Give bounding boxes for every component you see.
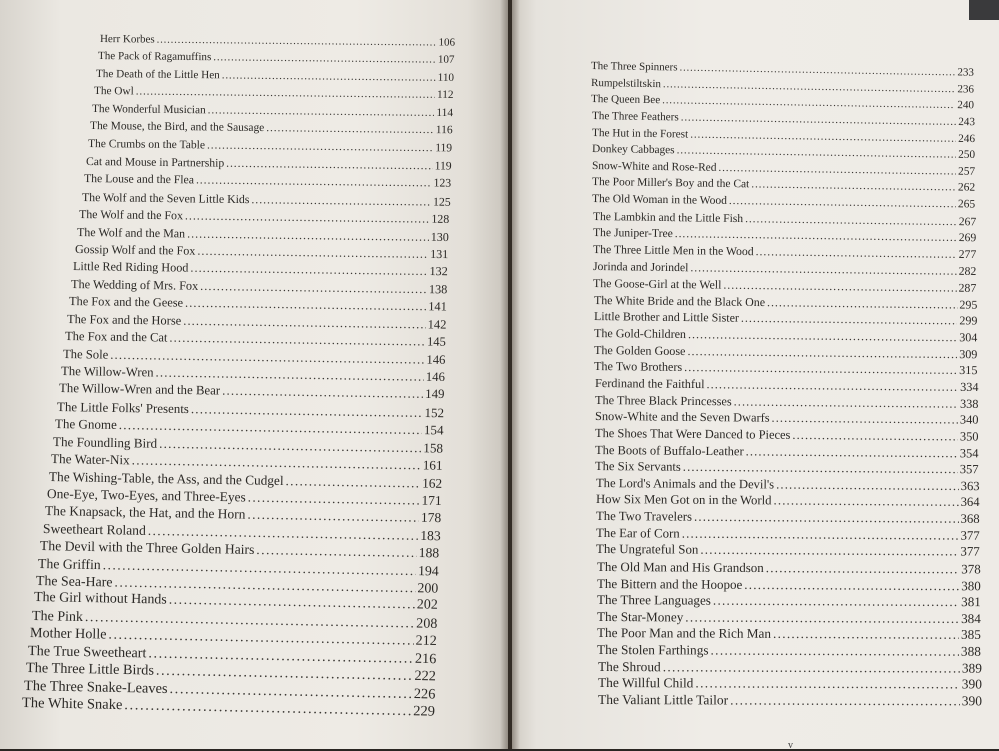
entry-page-number: 390 <box>961 693 983 709</box>
entry-page-number: 269 <box>958 231 977 245</box>
entry-title: The Ungrateful Son <box>596 542 699 558</box>
entry-title: The Six Servants <box>595 459 682 474</box>
leader-dots <box>713 593 959 610</box>
toc-entry <box>595 443 979 461</box>
toc-entry <box>596 492 980 510</box>
entry-page-number: 246 <box>957 132 975 145</box>
toc-entry <box>591 93 974 111</box>
leader-dots <box>187 226 429 244</box>
entry-page-number: 357 <box>960 462 980 477</box>
entry-title: The Golden Goose <box>594 342 686 358</box>
entry-page-number: 236 <box>957 82 975 96</box>
leader-dots <box>682 526 959 543</box>
leader-dots <box>751 179 956 194</box>
entry-page-number: 145 <box>427 334 447 349</box>
toc-entry <box>81 190 450 210</box>
leader-dots <box>157 34 437 49</box>
leader-dots <box>213 52 436 66</box>
toc-entry <box>90 120 453 136</box>
leader-dots <box>711 643 959 660</box>
entry-title: Snow-White and Rose-Red <box>592 159 717 174</box>
toc-entry <box>592 193 975 211</box>
toc-entry <box>592 160 975 178</box>
leader-dots <box>247 489 419 508</box>
entry-title: Little Brother and Little Sister <box>593 309 739 326</box>
entry-page-number: 183 <box>419 527 441 544</box>
toc-entry <box>592 127 975 145</box>
entry-page-number: 315 <box>959 363 978 378</box>
entry-title: The Wishing-Table, the Ass, and the Cudgel <box>48 468 284 488</box>
entry-page-number: 364 <box>960 495 980 510</box>
leader-dots <box>729 195 956 210</box>
leader-dots <box>746 444 958 461</box>
toc-entry <box>598 659 982 677</box>
leader-dots <box>207 139 433 154</box>
entry-page-number: 233 <box>957 66 975 79</box>
toc-entry <box>92 103 453 119</box>
entry-title: The Three Snake-Leaves <box>23 677 168 697</box>
entry-title: How Six Men Got on in the World <box>595 492 772 508</box>
toc-entry <box>594 326 978 345</box>
entry-page-number: 171 <box>421 492 442 508</box>
entry-title: The Wolf and the Seven Little Kids <box>81 189 250 206</box>
toc-entry <box>595 426 979 445</box>
entry-page-number: 202 <box>417 597 439 614</box>
entry-page-number: 380 <box>960 577 981 593</box>
leader-dots <box>257 542 418 561</box>
toc-entry <box>597 625 981 643</box>
entry-title: The Fox and the Horse <box>67 311 182 328</box>
toc-entry <box>596 559 980 577</box>
entry-title: The Crumbs on the Table <box>87 137 205 151</box>
entry-page-number: 377 <box>960 544 981 559</box>
entry-page-number: 384 <box>961 610 981 626</box>
entry-page-number: 216 <box>415 650 437 667</box>
entry-page-number: 265 <box>958 198 976 211</box>
leader-dots <box>183 313 426 332</box>
entry-title: Ferdinand the Faithful <box>594 376 705 392</box>
toc-entry <box>595 409 979 428</box>
entry-title: The Lord's Animals and the Devil's <box>595 475 774 492</box>
entry-title: The Wedding of Mrs. Fox <box>71 276 199 293</box>
toc-entry <box>597 576 981 594</box>
leader-dots <box>675 227 957 244</box>
leader-dots <box>683 460 958 477</box>
leader-dots <box>771 411 958 428</box>
entry-title: The Griffin <box>38 555 102 572</box>
entry-title: The Lambkin and the Little Fish <box>592 209 743 225</box>
leader-dots <box>773 494 958 510</box>
entry-page-number: 130 <box>431 229 450 244</box>
leader-dots <box>679 62 955 79</box>
entry-page-number: 125 <box>432 194 451 209</box>
toc-entry <box>596 542 980 560</box>
leader-dots <box>155 365 424 384</box>
toc-entry <box>598 675 982 692</box>
entry-title: The Wolf and the Fox <box>79 207 184 223</box>
toc-entry <box>592 143 975 161</box>
entry-title: The Sea-Hare <box>36 573 113 590</box>
leader-dots <box>251 192 431 209</box>
entry-page-number: 385 <box>961 627 982 643</box>
entry-page-number: 208 <box>416 615 438 632</box>
leader-dots <box>226 157 433 173</box>
leader-dots <box>185 209 430 227</box>
leader-dots <box>724 278 957 296</box>
toc-entry <box>65 329 446 350</box>
toc-entry <box>594 376 978 395</box>
leader-dots <box>792 428 958 445</box>
entry-title: The Three Little Birds <box>25 660 155 679</box>
leader-dots <box>695 676 959 693</box>
entry-page-number: 146 <box>426 352 446 367</box>
entry-page-number: 212 <box>415 632 438 650</box>
entry-title: The Three Languages <box>596 592 711 608</box>
entry-title: The Pink <box>32 607 84 625</box>
leader-dots <box>744 576 959 593</box>
entry-page-number: 381 <box>961 594 981 610</box>
entry-title: The Water-Nix <box>50 451 130 468</box>
leader-dots <box>191 401 423 421</box>
entry-title: The Queen Bee <box>591 93 661 107</box>
toc-entry <box>593 260 976 279</box>
page-number-mark: v <box>788 740 793 751</box>
entry-title: Gossip Wolf and the Fox <box>75 242 196 258</box>
entry-page-number: 334 <box>959 379 979 395</box>
book-gutter <box>500 0 520 749</box>
entry-title: The Valiant Little Tailor <box>597 692 729 708</box>
toc-entry <box>98 50 455 66</box>
leader-dots <box>741 311 958 329</box>
entry-title: The Wolf and the Man <box>77 224 186 241</box>
entry-title: The Gnome <box>54 416 117 433</box>
entry-page-number: 363 <box>960 478 980 493</box>
leader-dots <box>135 86 434 101</box>
leader-dots <box>701 543 959 560</box>
entry-title: The Foundling Bird <box>52 433 158 451</box>
leader-dots <box>756 245 957 261</box>
toc-entry <box>593 243 976 261</box>
leader-dots <box>765 560 959 577</box>
entry-page-number: 350 <box>959 429 979 444</box>
entry-page-number: 257 <box>958 165 976 178</box>
entry-title: The Devil with the Three Golden Hairs <box>40 538 255 558</box>
entry-page-number: 377 <box>960 528 980 543</box>
toc-entry <box>596 526 980 544</box>
entry-title: The True Sweetheart <box>28 642 147 662</box>
leader-dots <box>676 144 956 160</box>
entry-page-number: 141 <box>428 299 448 314</box>
entry-page-number: 295 <box>958 297 978 312</box>
leader-dots <box>733 394 957 411</box>
leader-dots <box>773 626 959 643</box>
entry-page-number: 250 <box>957 148 976 162</box>
entry-page-number: 114 <box>436 106 453 119</box>
entry-page-number: 158 <box>423 439 443 456</box>
entry-title: The Bittern and the Hoopoe <box>596 575 743 592</box>
leader-dots <box>185 296 426 315</box>
toc-entry <box>591 110 974 128</box>
toc-entry <box>88 138 452 154</box>
entry-title: The Knapsack, the Hat, and the Horn <box>44 503 246 522</box>
entry-title: The Three Black Princesses <box>594 392 732 409</box>
entry-page-number: 152 <box>424 404 445 421</box>
toc-entry <box>593 210 976 228</box>
entry-page-number: 123 <box>433 176 451 191</box>
entry-page-number: 188 <box>419 545 440 561</box>
toc-entry <box>83 172 450 190</box>
entry-title: The White Bride and the Black One <box>593 292 765 309</box>
entry-title: The Little Folks' Presents <box>56 398 189 416</box>
leader-dots <box>685 609 959 626</box>
entry-page-number: 107 <box>437 54 455 67</box>
entry-page-number: 178 <box>420 510 441 526</box>
entry-page-number: 340 <box>959 412 979 427</box>
entry-title: The Three Little Men in the Wood <box>592 242 754 259</box>
entry-page-number: 389 <box>961 660 982 676</box>
entry-page-number: 128 <box>431 211 450 227</box>
entry-page-number: 222 <box>414 668 437 685</box>
entry-title: The Poor Miller's Boy and the Cat <box>592 176 750 191</box>
leader-dots <box>663 78 956 95</box>
entry-title: The Death of the Little Hen <box>95 67 220 82</box>
entry-title: The Fox and the Cat <box>64 329 168 345</box>
entry-title: The Pack of Ragamuffins <box>97 50 212 64</box>
leader-dots <box>247 507 419 526</box>
leader-dots <box>191 261 428 279</box>
entry-page-number: 142 <box>427 317 447 332</box>
entry-page-number: 119 <box>434 141 452 154</box>
entry-title: Donkey Cabbages <box>591 143 675 157</box>
entry-page-number: 338 <box>959 396 979 411</box>
entry-title: Little Red Riding Hood <box>73 259 189 276</box>
entry-title: The Wonderful Musician <box>91 102 206 116</box>
entry-title: The Old Woman in the Wood <box>592 193 728 208</box>
toc-entry <box>69 294 447 315</box>
toc-entry <box>86 155 452 173</box>
toc-entry <box>592 176 975 194</box>
entry-title: Sweetheart Roland <box>42 520 146 538</box>
leader-dots <box>688 344 958 362</box>
toc-entry <box>593 226 976 244</box>
toc-entry <box>591 60 974 79</box>
entry-page-number: 110 <box>437 71 454 84</box>
leader-dots <box>706 377 958 395</box>
entry-title: The Fox and the Geese <box>69 294 184 310</box>
leader-dots <box>680 111 956 128</box>
entry-title: The Sole <box>62 346 109 362</box>
toc-entry <box>591 77 974 96</box>
entry-page-number: 282 <box>958 264 977 278</box>
entry-page-number: 119 <box>434 159 452 173</box>
toc-entry <box>77 225 449 245</box>
toc-entry <box>73 259 448 279</box>
entry-title: The Girl without Hands <box>34 590 168 609</box>
entry-title: The Willow-Wren <box>60 364 154 380</box>
entry-page-number: 368 <box>960 511 980 526</box>
leader-dots <box>730 692 960 709</box>
entry-title: The Two Travelers <box>595 509 693 524</box>
entry-page-number: 132 <box>429 264 449 279</box>
entry-title: The Ear of Corn <box>596 525 680 541</box>
background-corner <box>969 0 999 20</box>
entry-title: The Shroud <box>597 658 661 674</box>
entry-title: One-Eye, Two-Eyes, and Three-Eyes <box>46 485 246 505</box>
entry-page-number: 154 <box>423 422 444 438</box>
entry-title: The Louse and the Flea <box>83 172 194 187</box>
leader-dots <box>222 69 436 83</box>
entry-title: Jorinda and Jorindel <box>593 259 689 274</box>
entry-page-number: 378 <box>960 561 981 577</box>
entry-title: The Willful Child <box>597 675 694 691</box>
leader-dots <box>110 347 424 367</box>
leader-dots <box>285 473 420 491</box>
entry-page-number: 194 <box>418 562 440 579</box>
right-toc-list <box>512 0 999 749</box>
leader-dots <box>207 104 434 119</box>
entry-page-number: 287 <box>958 280 977 296</box>
entry-page-number: 390 <box>961 676 982 692</box>
toc-entry <box>595 459 979 477</box>
entry-title: The Two Brothers <box>594 359 683 375</box>
leader-dots <box>718 162 956 178</box>
entry-page-number: 149 <box>425 387 445 402</box>
entry-title: The Old Man and His Grandson <box>596 558 764 576</box>
entry-page-number: 106 <box>438 36 456 49</box>
entry-title: The White Snake <box>21 695 123 714</box>
entry-page-number: 200 <box>417 580 439 596</box>
entry-title: The Willow-Wren and the Bear <box>58 381 221 398</box>
leader-dots <box>684 360 957 378</box>
leader-dots <box>767 295 958 312</box>
toc-entry <box>596 476 980 494</box>
leader-dots <box>222 384 423 402</box>
entry-page-number: 388 <box>961 643 982 659</box>
entry-page-number: 267 <box>958 214 976 229</box>
entry-title: Snow-White and the Seven Dwarfs <box>594 409 770 425</box>
toc-entry <box>94 85 454 101</box>
toc-entry <box>79 207 449 227</box>
entry-page-number: 116 <box>435 124 453 137</box>
entry-page-number: 243 <box>957 115 975 129</box>
leader-dots <box>169 331 425 350</box>
toc-entry <box>100 33 455 49</box>
leader-dots <box>198 244 429 262</box>
entry-title: The Hut in the Forest <box>591 126 689 141</box>
toc-entry <box>597 642 981 660</box>
right-page <box>512 0 999 749</box>
entry-title: Mother Holle <box>30 625 107 643</box>
leader-dots <box>195 174 431 190</box>
entry-page-number: 299 <box>959 313 978 329</box>
entry-title: The Goose-Girl at the Well <box>593 276 722 292</box>
entry-title: The Stolen Farthings <box>597 642 710 658</box>
entry-page-number: 161 <box>422 457 443 473</box>
entry-title: The Poor Man and the Rich Man <box>597 625 772 642</box>
entry-title: The Boots of Buffalo-Leather <box>595 442 744 458</box>
entry-title: The Juniper-Tree <box>592 226 673 241</box>
entry-title: Herr Korbes <box>99 33 155 46</box>
leader-dots <box>200 279 427 297</box>
entry-title: The Mouse, the Bird, and the Sausage <box>89 120 265 135</box>
entry-page-number: 162 <box>421 474 442 491</box>
entry-title: The Owl <box>93 85 134 98</box>
entry-title: The Three Spinners <box>590 60 678 74</box>
leader-dots <box>694 510 959 527</box>
entry-title: The Star-Money <box>597 608 684 625</box>
entry-page-number: 277 <box>958 247 977 262</box>
toc-entry <box>596 509 980 527</box>
leader-dots <box>691 261 957 278</box>
entry-page-number: 309 <box>959 346 978 362</box>
toc-entry <box>597 609 981 627</box>
toc-entry <box>96 68 454 84</box>
entry-title: The Three Feathers <box>591 109 679 124</box>
entry-page-number: 138 <box>429 282 448 297</box>
entry-page-number: 146 <box>425 369 446 385</box>
leader-dots <box>688 327 957 345</box>
entry-page-number: 262 <box>958 181 976 195</box>
entry-page-number: 240 <box>957 99 975 112</box>
leader-dots <box>662 94 955 111</box>
entry-page-number: 131 <box>430 246 449 262</box>
leader-dots <box>690 128 956 144</box>
entry-page-number: 112 <box>436 89 454 102</box>
entry-title: Rumpelstiltskin <box>591 76 662 90</box>
toc-entry <box>598 692 982 709</box>
leader-dots <box>266 122 434 136</box>
entry-page-number: 304 <box>959 330 978 345</box>
entry-page-number: 229 <box>413 703 436 720</box>
entry-page-number: 354 <box>960 445 979 460</box>
toc-entry <box>597 592 981 610</box>
leader-dots <box>662 659 959 676</box>
leader-dots <box>776 477 959 494</box>
entry-page-number: 226 <box>413 685 436 703</box>
leader-dots <box>745 212 957 228</box>
entry-title: The Shoes That Were Danced to Pieces <box>594 425 791 442</box>
entry-title: The Gold-Children <box>593 326 687 342</box>
entry-title: Cat and Mouse in Partnership <box>85 154 224 170</box>
